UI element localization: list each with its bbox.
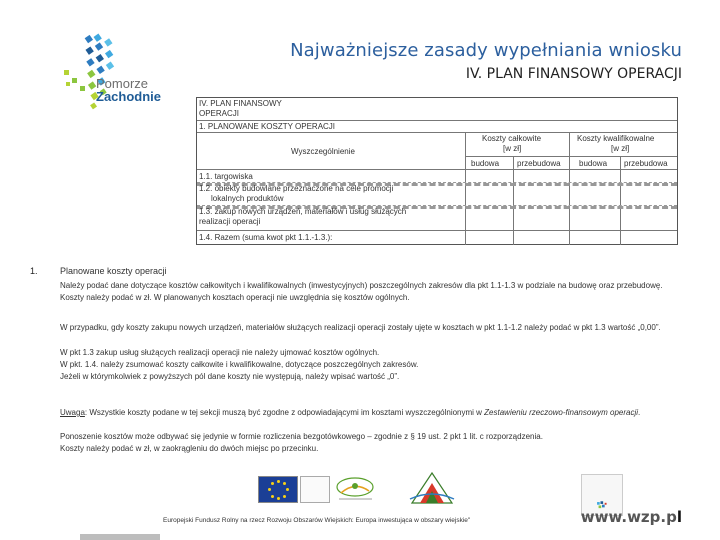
item-number: 1. [30,266,38,276]
row-1-3: 1.3. zakup nowych urządzeń, materiałów i usług służących [199,207,407,216]
col-header-total-unit: [w zł] [503,144,522,153]
website-prefix: www.wzp.p [580,508,677,526]
divider [197,230,677,231]
eu-flag-icon [258,476,298,503]
divider [465,156,677,157]
row-1-4: 1.4. Razem (suma kwot pkt 1.1.-1.3.): [199,233,333,242]
divider [197,120,677,121]
paragraph-3a: W pkt 1.3 zakup usług służących realizacji operacji nie należy ujmować kosztów ogólnych. [60,348,380,357]
leader-logo-icon [333,473,378,505]
col-header-eligible: Koszty kwalifikowalne [577,134,655,143]
note-italic: Zestawieniu rzeczowo-finansowym operacji [484,408,639,417]
paragraph-5b: Koszty należy podać w zł, w zaokrągleniu do dwóch miejsc po przecinku. [60,444,319,453]
footer-text: Europejski Fundusz Rolny na rzecz Rozwoju Obszarów Wiejskich: Europa inwestująca w obszary wiejskie" [163,517,471,524]
col-header-spec: Wyszczególnienie [291,147,355,156]
table-section-title: IV. PLAN FINANSOWY [199,99,282,108]
cost-table [196,97,678,245]
divider [465,132,466,245]
bottom-bar [80,534,160,540]
note-label: Uwaga [60,408,85,417]
row-1-3-cont: realizacji operacji [199,217,261,226]
website-suffix: l [676,508,682,526]
page-title: Najważniejsze zasady wypełniania wniosku [290,40,682,61]
program-logo-icon [300,476,330,503]
paragraph-3b: W pkt. 1.4. należy zsumować koszty całkowite i kwalifikowalne, dotyczące poszczególnych zakresów. [60,360,419,369]
divider [197,169,677,170]
paragraph-1: Należy podać dane dotyczące kosztów całkowitych i kwalifikowalnych (inwestycyjnych) poszczególnych zakresów dla pkt 1.1-1.3 w podziale na budowę oraz przebudowę. Koszty należy podać w zł. W planowanych kosztach operacji nie uwzględnia się kosztów ogólnych. [60,281,663,302]
note-text: : Wszystkie koszty podane w tej sekcji muszą być zgodne z odpowiadającymi im kosztami wyszczególnionymi w [84,408,485,417]
sub-header-przebudowa-eligible: przebudowa [624,159,668,168]
note-end: . [638,408,641,417]
sub-header-budowa-total: budowa [471,159,500,168]
table-subsection: 1. PLANOWANE KOSZTY OPERACJI [199,122,336,131]
note-paragraph [60,407,668,419]
col-header-eligible-unit: [w zł] [611,144,630,153]
sub-header-budowa-eligible: budowa [579,159,608,168]
row-1-2: 1.2. obiekty budowlane przeznaczone na cele promocji [199,184,394,193]
row-1-1: 1.1. targowiska [199,172,253,181]
sub-header-przebudowa-total: przebudowa [517,159,561,168]
divider [197,132,677,133]
logo-text-pomorze: Pomorze [96,76,149,91]
page-subtitle: IV. PLAN FINANSOWY OPERACJI [465,66,682,82]
prow-logo-icon [406,469,458,509]
divider [569,132,570,245]
col-header-total: Koszty całkowite [482,134,542,143]
logo-text-zachodnie: Zachodnie [96,89,162,104]
row-1-2-cont: lokalnych produktów [211,194,284,203]
section-heading: Planowane koszty operacji [60,266,167,276]
paragraph-2: W przypadku, gdy koszty zakupu nowych urządzeń, materiałów służących realizacji operacji zostały ujęte w kosztach w pkt 1.1-1.2 należy podać w pkt 1.3 wartość „0,00”. [60,323,661,332]
table-section-title-2: OPERACJI [199,109,240,118]
paragraph-3c: Jeżeli w którymkolwiek z powyższych pól dane koszty nie występują, należy wpisać wartość „0”. [60,372,400,381]
website-link[interactable] [581,508,682,526]
paragraph-5a: Ponoszenie kosztów może odbywać się jedynie w formie rozliczenia bezgotówkowego – zgodnie z § 19 ust. 2 pkt 1 lit. c rozporządzenia. [60,432,543,441]
